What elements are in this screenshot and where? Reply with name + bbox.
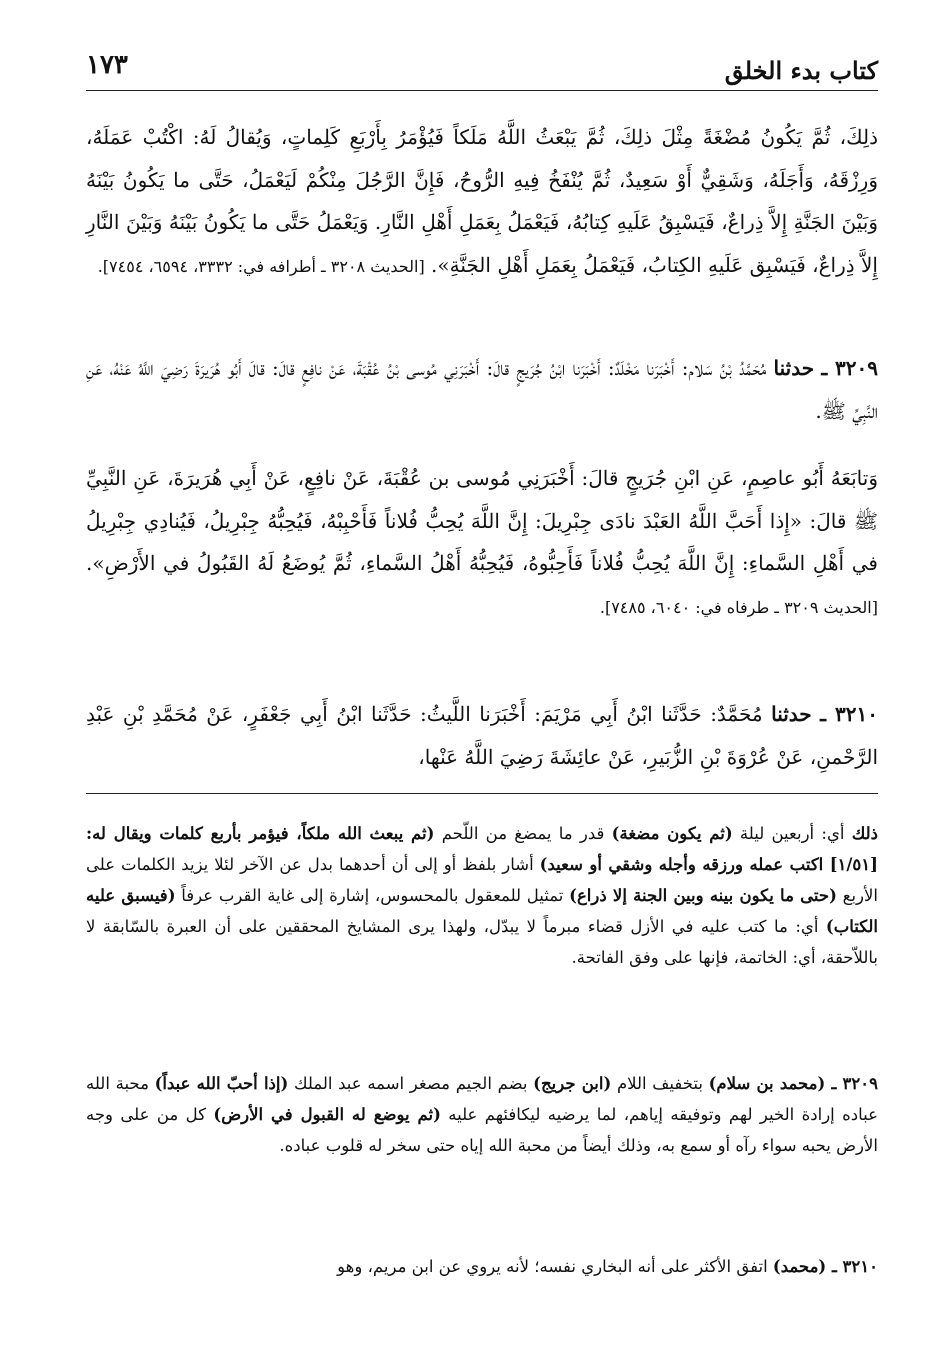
hadith-3208-continuation <box>86 116 878 288</box>
hadith-text: مُحَمَّدٌ: حَدَّثَنا ابْنُ أَبِي مَرْيَمَ: أَخْبَرَنا اللَّيثُ: حَدَّثَنا ابْنُ أَبِي جَعْفَرٍ، عَنْ مُحَمَّدِ بْنِ عَبْدِ الرَّحْمنِ، عَنْ عُرْوَةَ بْنِ الزُّبَيرِ، عَنْ عائِشَةَ رَضِيَ اللَّهُ عَنْها، <box>86 702 878 769</box>
hadith-text: وَتابَعَهُ أَبُو عاصِمٍ، عَنِ ابْنِ جُرَيجٍ قالَ: أَخْبَرَنِي مُوسى بن عُقْبَةَ، عَنْ نافِعٍ، عَنْ أَبِي هُرَيرَةَ، عَنِ النَّبِيِّ ﷺ قالَ: «إِذا أَحَبَّ اللَّهُ العَبْدَ نادَى جِبْرِيلَ: إِنَّ اللَّهَ يُحِبُّ فُلاناً فَأَحْبِبْهُ، فَيُحِبُّهُ جِبْرِيلُ، فَيُنادِي جِبْرِيلُ في أَهْلِ السَّماءِ: إِنَّ اللَّهَ يُحِبُّ فُلاناً فَأَحِبُّوهُ، فَيُحِبُّهُ أَهْلُ السَّماءِ، ثُمَّ يُوضَعُ لَهُ القَبُولُ في الأَرْضِ». <box>86 466 878 575</box>
commentary-text: أشار بلفظ أو إلى أن أحدهما بدل عن الآخر لئلا يزيد الكلمات على الأربع <box>86 855 878 905</box>
header-rule <box>86 90 878 91</box>
commentary-text: اتفق الأكثر على أنه البخاري نفسه؛ لأنه يروي عن ابن مريم، وهو <box>337 1257 773 1276</box>
page-number: ١٧٣ <box>86 50 128 80</box>
commentary-lemma: (إذا أحبّ الله عبداً) <box>154 1074 289 1093</box>
commentary-lemma: ذلك <box>851 824 878 843</box>
hadith-text: ذلِكَ، ثُمَّ يَكُونُ مُضْغَةً مِثْلَ ذلِكَ، ثُمَّ يَبْعَثُ اللَّهُ مَلَكاً فَيُؤْمَرُ بِأَرْبَعِ كَلِماتٍ، وَيُقالُ لَهُ: اكْتُبْ عَمَلَهُ، وَرِزْقَهُ، وَأَجَلَهُ، وَشَقِيٌّ أَوْ سَعِيدٌ، ثُمَّ يُنْفَخُ فِيهِ الرُّوحُ، فَإِنَّ الرَّجُلَ مِنْكُمْ لَيَعْمَلُ، حَتَّى ما يَكُونُ بَيْنَهُ وَبَيْنَ الجَنَّةِ إِلاَّ ذِراعٌ، فَيَسْبِقُ عَلَيهِ كِتابُهُ، فَيَعْمَلُ بِعَمَلِ أَهْلِ النَّارِ. وَيَعْمَلُ حَتَّى ما يَكُونُ بَيْنَهُ وَبَيْنَ النَّارِ إِلاَّ ذِراعٌ، فَيَسْبِق عَلَيهِ الكِتابُ، فَيَعْمَلُ بِعَمَلِ أَهْلِ الجَنَّةِ». <box>86 125 878 277</box>
hadith-number: ٣٢١٠ ـ <box>820 702 879 726</box>
hadith-number: ٣٢٠٩ ـ <box>821 356 879 380</box>
commentary-3210 <box>86 1251 878 1282</box>
haddathana-label: حدثنا <box>771 702 812 726</box>
commentary-text: بضم الجيم مصغر اسمه عبد الملك <box>288 1074 534 1093</box>
commentary-lemma: (محمد) <box>772 1257 827 1276</box>
commentary-text: أي: أربعين ليلة <box>732 824 852 843</box>
commentary-lemma: (ثم يكون مضغة) <box>611 824 733 843</box>
commentary-3208 <box>86 818 878 973</box>
haddathana-label: حدثنا <box>773 356 815 380</box>
hadith-text: مُحَمَّدُ بْنُ سَلام: أَخْبَرَنا مَخْلَدٌ: أَخْبَرَنا ابْنُ جُرَيجٍ قالَ: أَخْبَرَنِي مُوسى بْنُ عُقْبَةَ، عَنْ نافِعٍ قالَ: قالَ أَبُو هُرَيرَةَ رَضِيَ اللَّهُ عَنْهُ، عَنِ النَّبِيِّ ﷺ. <box>86 356 878 423</box>
commentary-text: محبة الله عباده إرادة الخير لهم وتوفيقه إياهم، لما يرضيه ليكافئهم عليه <box>86 1074 878 1124</box>
commentary-3209 <box>86 1068 878 1161</box>
commentary-lemma: (محمد بن سلام) <box>708 1074 826 1093</box>
commentary-number: ٣٢٠٩ ـ <box>825 1074 878 1093</box>
hadith-3209-mutaba <box>86 457 878 629</box>
commentary-text: كل من على وجه الأرض يحبه سواء رآه أو سمع به، وذلك أيضاً من محبة الله إياه حتى سخر له قلوب عباده. <box>86 1105 878 1155</box>
hadith-3210 <box>86 693 878 778</box>
footnote-rule <box>86 793 878 794</box>
commentary-lemma: (ثم يوضع له القبول في الأرض) <box>213 1105 441 1124</box>
commentary-lemma: (ابن جريج) <box>533 1074 612 1093</box>
commentary-text: قدر ما يمضغ من اللّحم <box>434 824 612 843</box>
commentary-lemma: (حتى ما يكون بينه وبين الجنة إلا ذراع) <box>569 886 837 905</box>
hadith-3209 <box>86 347 878 432</box>
commentary-lemma: (ثم يبعث الله ملكاً، فيؤمر بأربع كلمات ويقال له: [١/٥١] اكتب عمله ورزقه وأجله وشقي أو سعيد) <box>86 824 878 874</box>
page-header <box>86 50 878 100</box>
commentary-number: ٣٢١٠ ـ <box>826 1257 878 1276</box>
hadith-reference: [الحديث ٣٢٠٨ ـ أطرافه في: ٣٣٣٢، ٦٥٩٤، ٧٤٥٤]. <box>97 256 425 276</box>
commentary-text: أي: ما كتب عليه في الأزل قضاء مبرماً لا يبدّل، ولهذا يرى المشايخ المحققين على أن العبرة بالسّابقة لا باللاّحقة، أي: الخاتمة، فإنها على وفق الفاتحة. <box>86 917 878 967</box>
hadith-reference: [الحديث ٣٢٠٩ ـ طرفاه في: ٦٠٤٠، ٧٤٨٥]. <box>599 597 878 617</box>
commentary-text: بتخفيف اللام <box>611 1074 709 1093</box>
commentary-text: تمثيل للمعقول بالمحسوس، إشارة إلى غاية القرب عرفاً <box>175 886 570 905</box>
running-title: كتاب بدء الخلق <box>724 56 878 85</box>
commentary-lemma: (فيسبق عليه الكتاب) <box>86 886 878 936</box>
